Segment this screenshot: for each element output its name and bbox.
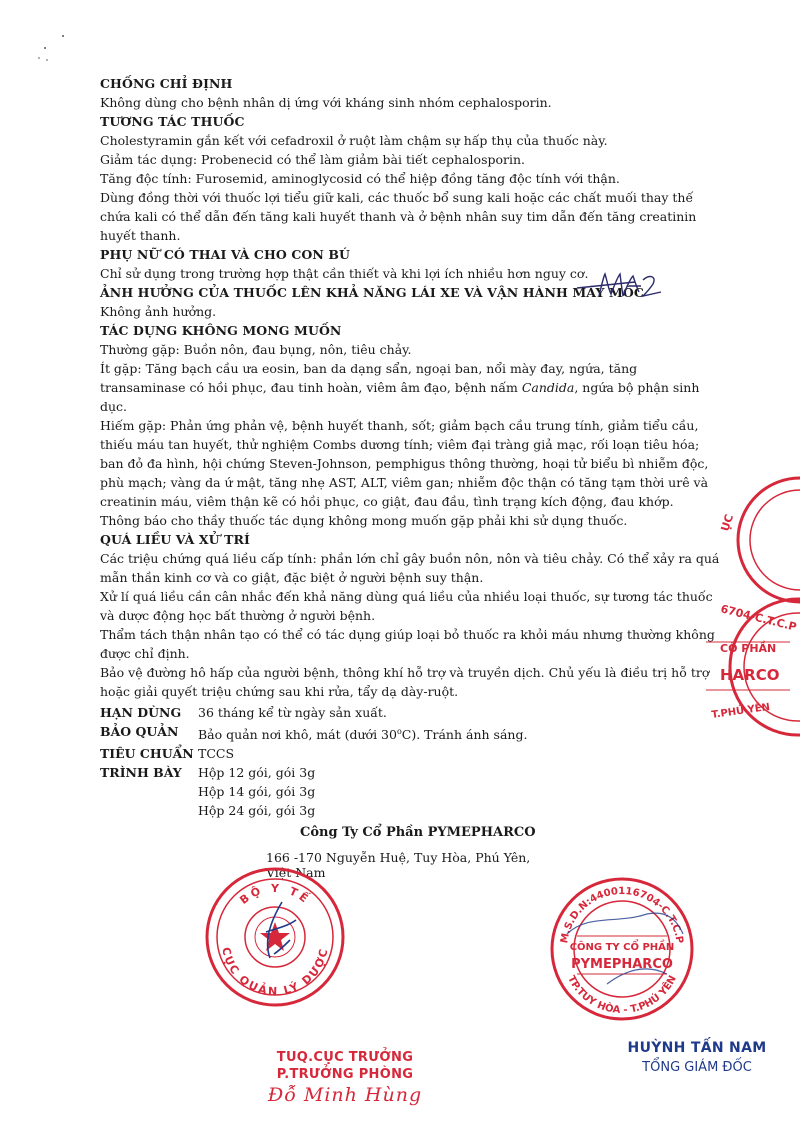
side-effects-uncommon xyxy=(100,359,720,416)
company-ring-top: M.S.D.N:4400116704-C.T.C.P xyxy=(559,886,685,945)
signature-left-position: P.TRƯỞNG PHÒNG xyxy=(276,1067,414,1082)
partial-company-stamp xyxy=(690,592,800,742)
spec-presentation xyxy=(100,763,720,820)
partial-bottom-text: T.PHÚ YÊN xyxy=(710,701,771,721)
section-title-driving: ẢNH HƯỞNG CỦA THUỐC LÊN KHẢ NĂNG LÁI XE VÀ VẬN HÀNH MÁY MÓC xyxy=(100,285,644,300)
driving-text: Không ảnh hưởng. xyxy=(100,304,217,319)
partial-stamp-red xyxy=(700,470,800,610)
side-effects-uncommon-b: , ngứa bộ phận sinh dục. xyxy=(100,380,700,414)
overdose-text-1: Các triệu chứng quá liều cấp tính: phần lớn chỉ gây buồn nôn, nôn và tiêu chảy. Có thể xảy ra quá mẫn thần kinh cơ và co giật, đặc biệt ở người bệnh suy thận. xyxy=(100,551,720,585)
presentation-item: Hộp 12 gói, gói 3g xyxy=(198,765,316,781)
section-title-side-effects: TÁC DỤNG KHÔNG MONG MUỐN xyxy=(100,323,342,338)
signature-left-name: Đỗ Minh Hùng xyxy=(267,1084,423,1106)
spec-key-standard: TIÊU CHUẨN xyxy=(100,746,194,762)
section-title-interactions: TƯƠNG TÁC THUỐC xyxy=(100,114,245,129)
spec-storage xyxy=(100,722,720,744)
interactions-text-1: Cholestyramin gắn kết với cefadroxil ở ruột làm chậm sự hấp thụ của thuốc này. xyxy=(100,133,608,148)
spec-shelf-life xyxy=(100,703,720,722)
section-title-overdose: QUÁ LIỀU VÀ XỬ TRÍ xyxy=(100,532,250,547)
contraindications-text: Không dùng cho bệnh nhân dị ứng với kháng sinh nhóm cephalosporin. xyxy=(100,95,552,110)
pregnancy-text: Chỉ sử dụng trong trường hợp thật cần thiết và khi lợi ích nhiều hơn nguy cơ. xyxy=(100,266,589,281)
spec-key-presentation: TRÌNH BÀY xyxy=(100,765,182,781)
leaflet-body xyxy=(100,74,720,820)
interactions-text-4: Dùng đồng thời với thuốc lợi tiểu giữ kali, các thuốc bổ sung kali hoặc các chất muối thay thế chứa kali có thể dẫn đến tăng kali huyết thanh và ở bệnh nhân suy tim dẫn đến tăng creatinin huyết thanh. xyxy=(100,190,697,243)
overdose-text-3: Thẩm tách thận nhân tạo có thể có tác dụng giúp loại bỏ thuốc ra khỏi máu nhưng thường không được chỉ định. xyxy=(100,627,715,661)
company-stamp xyxy=(547,874,697,1024)
ministry-top-text: BỘ Y TẾ xyxy=(237,881,313,907)
signature-right-title: TỔNG GIÁM ĐỐC xyxy=(642,1060,752,1075)
side-effects-notice: Thông báo cho thầy thuốc tác dụng không mong muốn gặp phải khi sử dụng thuốc. xyxy=(100,513,628,528)
side-effects-rare: Hiếm gặp: Phản ứng phản vệ, bệnh huyết thanh, sốt; giảm bạch cầu trung tính, giảm tiểu cầu, thiếu máu tan huyết, thử nghiệm Combs dương tính; viêm đại tràng giả mạc, rối loạn tiêu hóa; ban đỏ đa hình, hội chứng Steven-Johnson, pemphigus thông thường, hoại tử biểu bì nhiễm độc, phù mạch; vàng da ứ mật, tăng nhẹ AST, ALT, viêm gan; nhiễm độc thận có tăng tạm thời urê và creatinin máu, viêm thận kẽ có hồi phục, co giật, đau đầu, tình trạng kích động, đau khớp. xyxy=(100,418,709,509)
spec-standard xyxy=(100,744,720,763)
section-title-contraindications: CHỐNG CHỈ ĐỊNH xyxy=(100,76,233,91)
side-effects-common: Thường gặp: Buồn nôn, đau bụng, nôn, tiêu chảy. xyxy=(100,342,412,357)
spec-key-shelf-life: HẠN DÙNG xyxy=(100,705,182,720)
company-stamp-inner-1: CÔNG TY CỔ PHẦN xyxy=(569,942,675,953)
storage-value-a: Bảo quản nơi khô, mát (dưới 30 xyxy=(198,727,397,743)
side-effects-uncommon-italic: Candida xyxy=(521,380,575,395)
signature-right-name: HUỲNH TẤN NAM xyxy=(627,1040,767,1056)
partial-inner-2: HARCO xyxy=(720,666,780,684)
ministry-stamp xyxy=(200,862,350,1012)
side-effects-uncommon-a: Ít gặp: Tăng bạch cầu ưa eosin, ban da dạng sẩn, ngoại ban, nổi mày đay, ngứa, tăng transaminase có hồi phục, đau tinh hoàn, viêm âm đạo, bệnh nấm xyxy=(100,361,638,395)
spec-key-storage: BẢO QUẢN xyxy=(100,724,179,739)
interactions-text-3: Tăng độc tính: Furosemid, aminoglycosid có thể hiệp đồng tăng độc tính với thận. xyxy=(100,171,620,186)
partial-ring-text: 6704-C.T.C.P xyxy=(719,602,798,634)
presentation-item: Hộp 24 gói, gói 3g xyxy=(198,803,316,819)
storage-value-b: C). Tránh ánh sáng. xyxy=(401,727,528,743)
svg-text:TP.TUY HÒA - T.PHÚ YÊN xyxy=(565,974,679,1016)
signature-left-title: TUQ.CỤC TRƯỞNG xyxy=(276,1050,414,1065)
signature-right xyxy=(612,1040,782,1075)
presentation-item: Hộp 14 gói, gói 3g xyxy=(198,784,316,800)
product-specs xyxy=(100,703,720,820)
signature-left xyxy=(235,1050,455,1106)
company-stamp-inner-2: PYMEPHARCO xyxy=(571,957,673,972)
company-name: Công Ty Cổ Phần PYMEPHARCO xyxy=(300,825,536,840)
overdose-text-2: Xử lí quá liều cần cân nhắc đến khả năng dùng quá liều của nhiều loại thuốc, sự tương tác thuốc và dược động học bất thường ở người bệnh. xyxy=(100,589,713,623)
partial-stamp-left-text: ỤC xyxy=(718,512,737,533)
spec-value-storage xyxy=(198,722,720,744)
section-title-pregnancy: PHỤ NỮ CÓ THAI VÀ CHO CON BÚ xyxy=(100,247,350,262)
company-ring-bottom: TP.TUY HÒA - T.PHÚ YÊN xyxy=(565,974,679,1017)
ministry-bottom-text: CỤC QUẢN LÝ DƯỢC xyxy=(219,946,331,999)
storage-degree: o xyxy=(396,727,402,736)
spec-value-presentation xyxy=(198,763,720,820)
spec-value-shelf-life: 36 tháng kể từ ngày sản xuất. xyxy=(198,705,387,720)
spec-value-standard: TCCS xyxy=(198,746,235,762)
company-address: 166 -170 Nguyễn Huệ, Tuy Hòa, Phú Yên, Việt Nam xyxy=(266,850,531,880)
partial-inner-1: CỔ PHẦN xyxy=(720,642,777,655)
overdose-text-4: Bảo vệ đường hô hấp của người bệnh, thông khí hỗ trợ và truyền dịch. Chủ yếu là điều trị hỗ trợ hoặc giải quyết triệu chứng sau khi rửa, tẩy dạ dày-ruột. xyxy=(100,665,710,699)
handwritten-initials xyxy=(575,266,690,306)
interactions-text-2: Giảm tác dụng: Probenecid có thể làm giảm bài tiết cephalosporin. xyxy=(100,152,526,167)
scan-specks xyxy=(35,30,75,70)
